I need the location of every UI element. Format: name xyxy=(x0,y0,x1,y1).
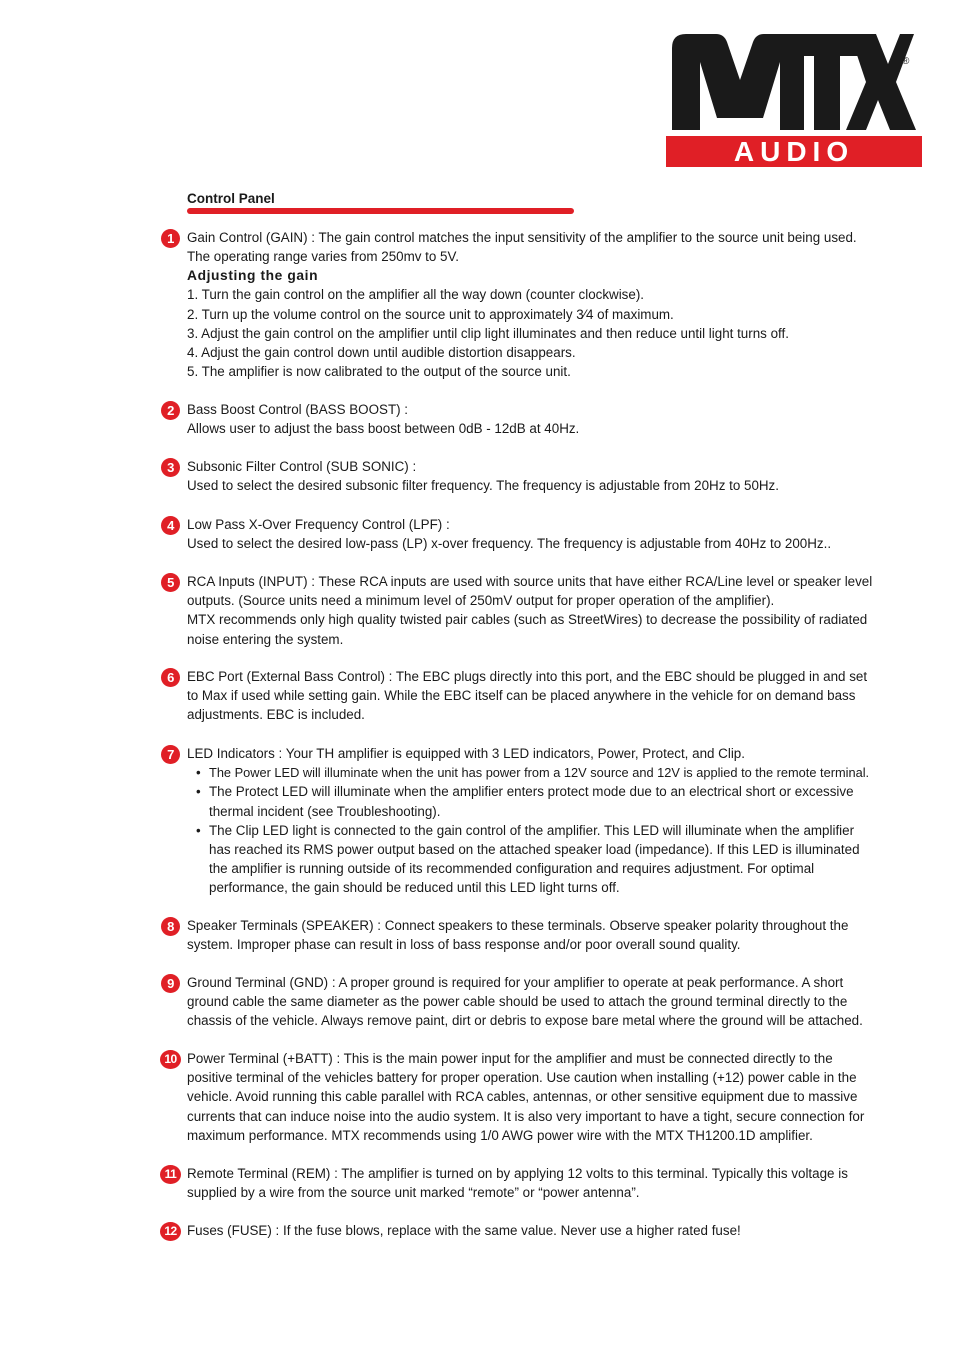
item-number-badge: 1 xyxy=(161,229,180,248)
step-line: 3. Adjust the gain control on the amplifier until clip light illuminates and then reduce until light turns off. xyxy=(187,325,789,341)
item-5 xyxy=(167,572,927,649)
mtx-logo-graphic xyxy=(664,28,924,170)
item-text-line: outputs. (Source units need a minimum level of 250mV output for proper operation of the amplifier). xyxy=(187,593,775,609)
item-text-line: Ground Terminal (GND) : A proper ground is required for your amplifier to operate at peak performance. A short xyxy=(187,975,844,990)
item-number-badge: 9 xyxy=(161,974,180,993)
logo-audio-text: AUDIO xyxy=(733,136,855,167)
bullet-text-line: performance, the gain should be reduced until this LED light turns off. xyxy=(209,880,620,896)
item-text-line: Remote Terminal (REM) : The amplifier is turned on by applying 12 volts to this terminal. Typically this voltage is xyxy=(187,1166,848,1181)
item-number-badge: 8 xyxy=(161,917,180,936)
step-line: 1. Turn the gain control on the amplifier all the way down (counter clockwise). xyxy=(187,287,644,303)
step-line: 2. Turn up the volume control on the source unit to approximately 3⁄4 of maximum. xyxy=(187,306,674,322)
section-title: Control Panel xyxy=(187,191,275,206)
item-number-badge: 4 xyxy=(161,516,180,535)
item-text-line: noise entering the system. xyxy=(187,631,344,647)
item-3 xyxy=(167,457,927,495)
item-text-line: MTX recommends only high quality twisted pair cables (such as StreetWires) to decrease the possibility of radiated xyxy=(187,612,868,628)
item-10 xyxy=(164,1049,927,1145)
item-7 xyxy=(167,744,927,898)
item-12 xyxy=(164,1221,927,1240)
bullet-text-line: the amplifier is running outside of its recommended configuration and requires adjustment. For optimal xyxy=(209,861,815,877)
item-text-line: Allows user to adjust the bass boost between 0dB - 12dB at 40Hz. xyxy=(187,421,580,437)
item-text-line: supplied by a wire from the source unit marked “remote” or “power antenna”. xyxy=(187,1185,640,1201)
item-text-line: Power Terminal (+BATT) : This is the main power input for the amplifier and must be connected directly to the xyxy=(187,1051,833,1066)
item-number-badge: 11 xyxy=(160,1165,181,1184)
item-text-line: vehicle. Avoid running this cable parallel with RCA cables, antennas, or other sensitive equipment due to massive xyxy=(187,1089,858,1105)
item-text-line: Used to select the desired low-pass (LP) x-over frequency. The frequency is adjustable from 40Hz to 200Hz.. xyxy=(187,536,832,552)
item-text-line: The operating range varies from 250mv to 5V. xyxy=(187,249,459,265)
item-text-line: maximum performance. MTX recommends using 1/0 AWG power wire with the MTX TH1200.1D amplifier. xyxy=(187,1127,813,1143)
item-9 xyxy=(167,973,927,1031)
step-line: 4. Adjust the gain control down until audible distortion disappears. xyxy=(187,345,576,361)
item-number-badge: 7 xyxy=(161,745,180,764)
item-text-line: LED Indicators : Your TH amplifier is equipped with 3 LED indicators, Power, Protect, and Clip. xyxy=(187,746,745,761)
subheading: Adjusting the gain xyxy=(187,268,319,284)
item-text-line: Fuses (FUSE) : If the fuse blows, replace with the same value. Never use a higher rated fuse! xyxy=(187,1223,741,1238)
item-text-line: system. Improper phase can result in loss of bass response and/or poor overall sound quality. xyxy=(187,937,741,953)
led-bullet-list xyxy=(187,763,927,897)
item-number-badge: 2 xyxy=(161,401,180,420)
bullet-text-line: has reached its RMS power output based on the attached speaker load (impedance). If this LED is illuminated xyxy=(209,842,860,858)
item-number-badge: 3 xyxy=(161,458,180,477)
item-text-line: currents that can induce noise into the audio system. It is also very important to have a tight, secure connection for xyxy=(187,1108,865,1124)
bullet-item-protect-led xyxy=(187,782,927,820)
item-number-badge: 12 xyxy=(160,1222,181,1241)
item-number-badge: 5 xyxy=(161,573,180,592)
registered-mark: ® xyxy=(902,56,910,67)
item-number-badge: 6 xyxy=(161,668,180,687)
bullet-text-line: thermal incident (see Troubleshooting). xyxy=(209,803,441,819)
item-6 xyxy=(167,667,927,725)
item-2 xyxy=(167,400,927,438)
title-rule xyxy=(187,208,574,214)
item-text-line: Used to select the desired subsonic filter frequency. The frequency is adjustable from 20Hz to 50Hz. xyxy=(187,478,779,494)
item-number-badge: 10 xyxy=(160,1050,181,1069)
item-4 xyxy=(167,515,927,553)
bullet-text-line: • The Clip LED light is connected to the gain control of the amplifier. This LED will illuminate when the amplifier xyxy=(209,822,855,838)
item-text-line: chassis of the vehicle. Always remove paint, dirt or debris to expose bare metal where the ground will be attached. xyxy=(187,1013,863,1029)
bullet-text-line: • The Power LED will illuminate when the unit has power from a 12V source and 12V is applied to the remote terminal. xyxy=(209,765,870,781)
bullet-item-power-led xyxy=(187,763,927,782)
item-text-line: adjustments. EBC is included. xyxy=(187,707,365,723)
item-text-line: to Max if used while setting gain. While the EBC itself can be placed anywhere in the vehicle for on demand bass xyxy=(187,688,856,704)
item-text-line: Low Pass X-Over Frequency Control (LPF) : xyxy=(187,517,450,532)
step-line: 5. The amplifier is now calibrated to the output of the source unit. xyxy=(187,364,571,380)
item-text-line: Bass Boost Control (BASS BOOST) : xyxy=(187,402,409,417)
item-11 xyxy=(164,1164,927,1202)
item-text-line: ground cable the same diameter as the power cable should be used to attach the ground terminal directly to the xyxy=(187,994,848,1010)
bullet-item-clip-led xyxy=(187,821,927,898)
mtx-audio-logo xyxy=(664,28,924,170)
item-text-line: EBC Port (External Bass Control) : The EBC plugs directly into this port, and the EBC should be plugged in and set xyxy=(187,669,868,684)
item-text-line: Subsonic Filter Control (SUB SONIC) : xyxy=(187,459,417,474)
item-text-line: Speaker Terminals (SPEAKER) : Connect speakers to these terminals. Observe speaker polarity throughout the xyxy=(187,918,849,933)
bullet-text-line: • The Protect LED will illuminate when the amplifier enters protect mode due to an electrical short or excessive xyxy=(209,784,854,800)
item-text-line: positive terminal of the vehicles battery for proper operation. Use caution when installing (+12) power cable in the xyxy=(187,1070,857,1086)
item-text-line: Gain Control (GAIN) : The gain control matches the input sensitivity of the amplifier to the source unit being used. xyxy=(187,230,857,245)
item-8 xyxy=(167,916,927,954)
item-text-line: RCA Inputs (INPUT) : These RCA inputs are used with source units that have either RCA/Line level or speaker level xyxy=(187,574,873,589)
item-1 xyxy=(167,228,927,381)
